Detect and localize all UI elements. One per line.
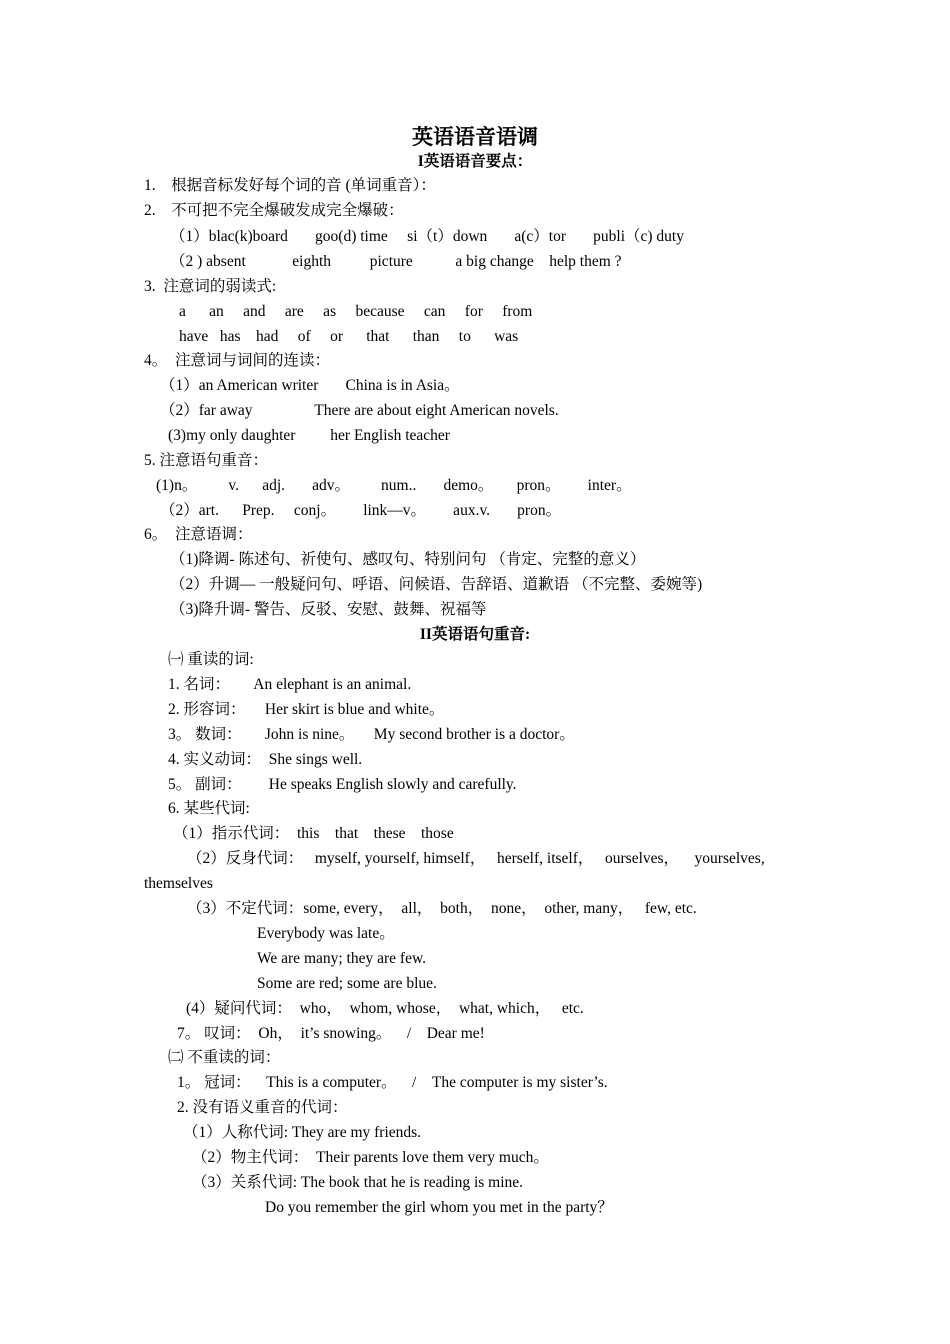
unstressed-pronouns: 2. 没有语义重音的代词： — [177, 1099, 348, 1116]
reflexive-pronouns-cont: themselves — [144, 875, 213, 892]
possessive-pronouns: （2）物主代词： Their parents love them very much。 — [192, 1149, 549, 1166]
point-3: 3. 注意词的弱读式: — [144, 278, 277, 295]
section-heading-2: II英语语句重音: — [419, 626, 531, 643]
stressed-words-heading: ㈠ 重读的词: — [168, 651, 254, 668]
stressed-nouns: 1. 名词： An elephant is an animal. — [168, 676, 412, 693]
point-6: 6。 注意语调： — [144, 526, 253, 543]
reflexive-pronouns: （2）反身代词： myself, yourself, himself， herself, itself， ourselves， yourselves, — [187, 850, 765, 867]
point-4: 4。 注意词与词间的连读： — [144, 352, 331, 369]
indefinite-example-1: Everybody was late。 — [257, 925, 395, 942]
point-5-list-1: (1)n。 v. adj. adv。 num.. demo。 pron。 inter。 — [156, 477, 632, 494]
point-6-line-2: （2）升调— 一般疑问句、呼语、问候语、告辞语、道歉语 （不完整、委婉等) — [170, 576, 703, 593]
point-2-example-1: （1）blac(k)board goo(d) time si（t）down a(c）tor publi（c) duty — [170, 228, 684, 245]
indefinite-pronouns: （3）不定代词：some, every， all， both， none， other, many， few, etc. — [187, 900, 697, 917]
personal-pronouns: （1）人称代词: They are my friends. — [183, 1124, 422, 1141]
stressed-pronouns: 6. 某些代词: — [168, 800, 250, 817]
indefinite-example-3: Some are red; some are blue. — [257, 975, 437, 992]
indefinite-example-2: We are many; they are few. — [257, 950, 427, 967]
relative-pronouns: （3）关系代词: The book that he is reading is mine. — [192, 1174, 524, 1191]
point-3-words-1: a an and are as because can for from — [179, 303, 533, 320]
stressed-verbs: 4. 实义动词： She sings well. — [168, 751, 363, 768]
point-4-example-1: （1）an American writer China is in Asia。 — [160, 377, 460, 394]
point-2: 2. 不可把不完全爆破发成完全爆破： — [144, 202, 404, 219]
unstressed-articles: 1。 冠词： This is a computer。 / The computer is my sister’s. — [177, 1074, 608, 1091]
point-3-words-2: have has had of or that than to was — [179, 328, 519, 345]
point-5-list-2: （2）art. Prep. conj。 link—v。 aux.v. pron。 — [160, 502, 562, 519]
stressed-numerals: 3。 数词： John is nine。 My second brother is a doctor。 — [168, 726, 575, 743]
relative-pronoun-example: Do you remember the girl whom you met in the party？ — [265, 1199, 613, 1216]
stressed-adjectives: 2. 形容词： Her skirt is blue and white。 — [168, 701, 445, 718]
stressed-adverbs: 5。 副词： He speaks English slowly and carefully. — [168, 776, 517, 793]
section-heading-1: I英语语音要点： — [417, 153, 533, 170]
point-6-line-3: （3)降升调- 警告、反驳、安慰、鼓舞、祝福等 — [170, 601, 487, 618]
point-1: 1. 根据音标发好每个词的音 (单词重音）： — [144, 177, 436, 194]
interrogative-pronouns: (4）疑问代词： who， whom, whose， what, which， etc. — [186, 1000, 584, 1017]
point-5: 5. 注意语句重音： — [144, 452, 269, 469]
point-4-example-2: （2）far away There are about eight American novels. — [160, 402, 559, 419]
demonstrative-pronouns: （1）指示代词： this that these those — [173, 825, 454, 842]
document-title: 英语语音语调 — [412, 125, 538, 149]
point-6-line-1: （1)降调- 陈述句、祈使句、感叹句、特别问句 （肯定、完整的意义） — [170, 551, 646, 568]
stressed-interjections: 7。 叹词： Oh， it’s snowing。 / Dear me! — [177, 1025, 485, 1042]
point-2-example-2: （2 ) absent eighth picture a big change help them ? — [170, 253, 622, 270]
point-4-example-3: (3)my only daughter her English teacher — [168, 427, 450, 444]
unstressed-words-heading: ㈡ 不重读的词： — [168, 1049, 281, 1066]
